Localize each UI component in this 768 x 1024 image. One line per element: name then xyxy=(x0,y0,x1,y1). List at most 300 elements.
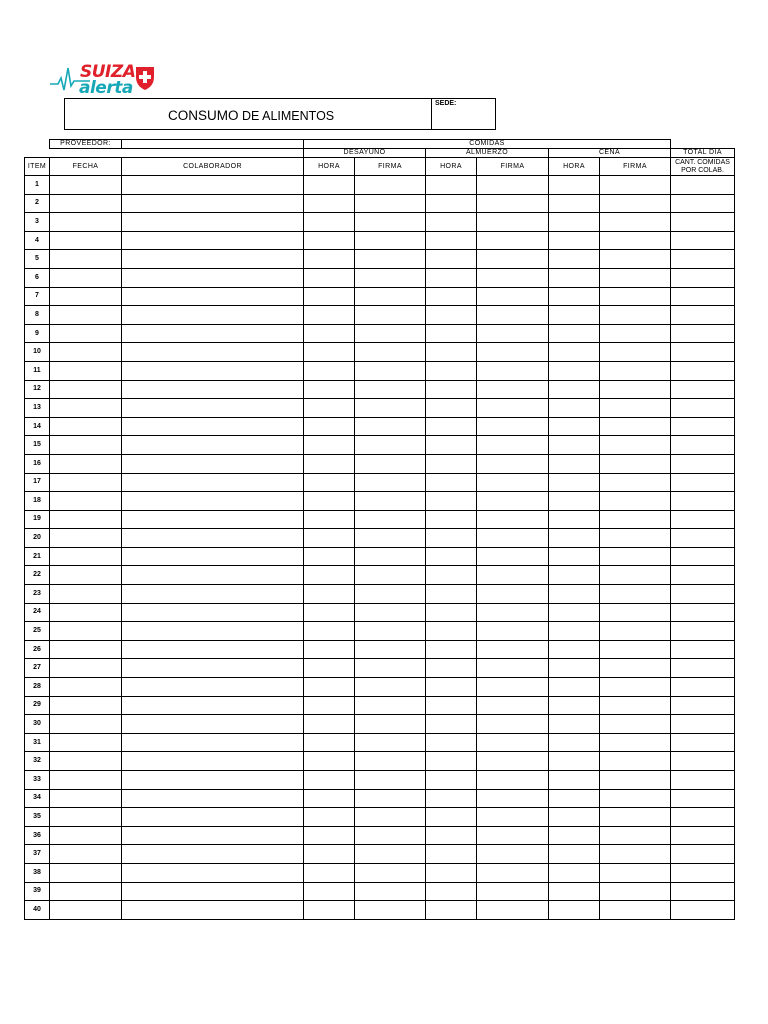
cell-cant-comidas[interactable] xyxy=(671,213,735,232)
cell-cena-hora[interactable] xyxy=(549,231,600,250)
cell-almuerzo-hora[interactable] xyxy=(426,585,477,604)
cell-desayuno-firma[interactable] xyxy=(355,771,426,790)
cell-cena-hora[interactable] xyxy=(549,454,600,473)
cell-fecha[interactable] xyxy=(50,361,122,380)
cell-desayuno-hora[interactable] xyxy=(304,492,355,511)
cell-desayuno-hora[interactable] xyxy=(304,603,355,622)
cell-cant-comidas[interactable] xyxy=(671,510,735,529)
cell-cant-comidas[interactable] xyxy=(671,361,735,380)
cell-colaborador[interactable] xyxy=(122,473,304,492)
cell-desayuno-firma[interactable] xyxy=(355,287,426,306)
cell-cena-firma[interactable] xyxy=(600,882,671,901)
cell-cena-hora[interactable] xyxy=(549,789,600,808)
cell-desayuno-firma[interactable] xyxy=(355,863,426,882)
cell-fecha[interactable] xyxy=(50,789,122,808)
cell-cena-firma[interactable] xyxy=(600,696,671,715)
cell-cant-comidas[interactable] xyxy=(671,715,735,734)
cell-cant-comidas[interactable] xyxy=(671,640,735,659)
cell-cena-firma[interactable] xyxy=(600,268,671,287)
cell-colaborador[interactable] xyxy=(122,901,304,920)
cell-fecha[interactable] xyxy=(50,640,122,659)
cell-almuerzo-firma[interactable] xyxy=(477,659,549,678)
cell-almuerzo-firma[interactable] xyxy=(477,213,549,232)
cell-desayuno-hora[interactable] xyxy=(304,715,355,734)
cell-colaborador[interactable] xyxy=(122,771,304,790)
cell-cant-comidas[interactable] xyxy=(671,696,735,715)
cell-cant-comidas[interactable] xyxy=(671,473,735,492)
cell-cena-hora[interactable] xyxy=(549,343,600,362)
cell-desayuno-firma[interactable] xyxy=(355,380,426,399)
cell-cena-hora[interactable] xyxy=(549,213,600,232)
cell-desayuno-firma[interactable] xyxy=(355,808,426,827)
cell-almuerzo-hora[interactable] xyxy=(426,863,477,882)
cell-colaborador[interactable] xyxy=(122,268,304,287)
cell-almuerzo-firma[interactable] xyxy=(477,529,549,548)
cell-colaborador[interactable] xyxy=(122,492,304,511)
cell-almuerzo-firma[interactable] xyxy=(477,343,549,362)
cell-almuerzo-hora[interactable] xyxy=(426,231,477,250)
cell-cena-firma[interactable] xyxy=(600,287,671,306)
cell-almuerzo-hora[interactable] xyxy=(426,306,477,325)
cell-cena-hora[interactable] xyxy=(549,696,600,715)
cell-desayuno-firma[interactable] xyxy=(355,529,426,548)
cell-colaborador[interactable] xyxy=(122,659,304,678)
cell-desayuno-firma[interactable] xyxy=(355,603,426,622)
cell-almuerzo-hora[interactable] xyxy=(426,622,477,641)
cell-cena-hora[interactable] xyxy=(549,771,600,790)
cell-almuerzo-firma[interactable] xyxy=(477,268,549,287)
cell-almuerzo-hora[interactable] xyxy=(426,566,477,585)
cell-almuerzo-firma[interactable] xyxy=(477,901,549,920)
cell-cant-comidas[interactable] xyxy=(671,492,735,511)
cell-cena-hora[interactable] xyxy=(549,473,600,492)
cell-cena-firma[interactable] xyxy=(600,324,671,343)
cell-desayuno-hora[interactable] xyxy=(304,826,355,845)
cell-desayuno-hora[interactable] xyxy=(304,510,355,529)
cell-almuerzo-firma[interactable] xyxy=(477,585,549,604)
cell-colaborador[interactable] xyxy=(122,733,304,752)
cell-almuerzo-hora[interactable] xyxy=(426,789,477,808)
cell-fecha[interactable] xyxy=(50,566,122,585)
cell-colaborador[interactable] xyxy=(122,603,304,622)
cell-desayuno-firma[interactable] xyxy=(355,678,426,697)
cell-desayuno-firma[interactable] xyxy=(355,231,426,250)
cell-cena-hora[interactable] xyxy=(549,194,600,213)
cell-desayuno-hora[interactable] xyxy=(304,678,355,697)
cell-almuerzo-hora[interactable] xyxy=(426,547,477,566)
cell-cant-comidas[interactable] xyxy=(671,733,735,752)
cell-almuerzo-firma[interactable] xyxy=(477,715,549,734)
cell-almuerzo-hora[interactable] xyxy=(426,213,477,232)
cell-desayuno-hora[interactable] xyxy=(304,473,355,492)
cell-fecha[interactable] xyxy=(50,231,122,250)
cell-almuerzo-hora[interactable] xyxy=(426,603,477,622)
cell-almuerzo-firma[interactable] xyxy=(477,789,549,808)
cell-desayuno-firma[interactable] xyxy=(355,733,426,752)
cell-cena-firma[interactable] xyxy=(600,715,671,734)
cell-cena-hora[interactable] xyxy=(549,399,600,418)
cell-desayuno-firma[interactable] xyxy=(355,361,426,380)
cell-almuerzo-firma[interactable] xyxy=(477,417,549,436)
cell-cant-comidas[interactable] xyxy=(671,343,735,362)
cell-fecha[interactable] xyxy=(50,882,122,901)
cell-colaborador[interactable] xyxy=(122,696,304,715)
cell-cena-firma[interactable] xyxy=(600,659,671,678)
cell-fecha[interactable] xyxy=(50,771,122,790)
cell-cena-firma[interactable] xyxy=(600,845,671,864)
cell-cant-comidas[interactable] xyxy=(671,566,735,585)
cell-desayuno-firma[interactable] xyxy=(355,882,426,901)
cell-cant-comidas[interactable] xyxy=(671,194,735,213)
cell-desayuno-hora[interactable] xyxy=(304,882,355,901)
cell-desayuno-hora[interactable] xyxy=(304,287,355,306)
cell-fecha[interactable] xyxy=(50,845,122,864)
cell-colaborador[interactable] xyxy=(122,789,304,808)
cell-cena-firma[interactable] xyxy=(600,231,671,250)
cell-desayuno-hora[interactable] xyxy=(304,417,355,436)
cell-almuerzo-firma[interactable] xyxy=(477,640,549,659)
cell-colaborador[interactable] xyxy=(122,863,304,882)
cell-cant-comidas[interactable] xyxy=(671,826,735,845)
cell-colaborador[interactable] xyxy=(122,380,304,399)
cell-fecha[interactable] xyxy=(50,547,122,566)
cell-cena-firma[interactable] xyxy=(600,454,671,473)
cell-cant-comidas[interactable] xyxy=(671,882,735,901)
cell-desayuno-firma[interactable] xyxy=(355,640,426,659)
cell-almuerzo-hora[interactable] xyxy=(426,454,477,473)
cell-cena-hora[interactable] xyxy=(549,715,600,734)
cell-almuerzo-hora[interactable] xyxy=(426,399,477,418)
cell-cena-hora[interactable] xyxy=(549,808,600,827)
cell-cena-hora[interactable] xyxy=(549,306,600,325)
cell-desayuno-firma[interactable] xyxy=(355,436,426,455)
cell-fecha[interactable] xyxy=(50,622,122,641)
cell-fecha[interactable] xyxy=(50,826,122,845)
cell-cant-comidas[interactable] xyxy=(671,603,735,622)
cell-cant-comidas[interactable] xyxy=(671,231,735,250)
cell-colaborador[interactable] xyxy=(122,454,304,473)
cell-desayuno-firma[interactable] xyxy=(355,789,426,808)
cell-colaborador[interactable] xyxy=(122,324,304,343)
cell-cant-comidas[interactable] xyxy=(671,436,735,455)
cell-desayuno-hora[interactable] xyxy=(304,361,355,380)
cell-desayuno-hora[interactable] xyxy=(304,845,355,864)
cell-desayuno-firma[interactable] xyxy=(355,547,426,566)
cell-cena-firma[interactable] xyxy=(600,640,671,659)
cell-almuerzo-firma[interactable] xyxy=(477,510,549,529)
cell-almuerzo-firma[interactable] xyxy=(477,454,549,473)
cell-desayuno-hora[interactable] xyxy=(304,194,355,213)
cell-fecha[interactable] xyxy=(50,752,122,771)
cell-fecha[interactable] xyxy=(50,603,122,622)
cell-almuerzo-hora[interactable] xyxy=(426,752,477,771)
cell-almuerzo-firma[interactable] xyxy=(477,287,549,306)
cell-cant-comidas[interactable] xyxy=(671,380,735,399)
cell-fecha[interactable] xyxy=(50,808,122,827)
cell-cena-hora[interactable] xyxy=(549,863,600,882)
cell-fecha[interactable] xyxy=(50,696,122,715)
cell-colaborador[interactable] xyxy=(122,287,304,306)
cell-almuerzo-hora[interactable] xyxy=(426,826,477,845)
cell-cena-hora[interactable] xyxy=(549,287,600,306)
cell-desayuno-firma[interactable] xyxy=(355,176,426,195)
cell-cena-hora[interactable] xyxy=(549,176,600,195)
cell-cant-comidas[interactable] xyxy=(671,845,735,864)
cell-cena-firma[interactable] xyxy=(600,492,671,511)
cell-cena-firma[interactable] xyxy=(600,194,671,213)
cell-almuerzo-firma[interactable] xyxy=(477,324,549,343)
cell-cena-firma[interactable] xyxy=(600,678,671,697)
cell-fecha[interactable] xyxy=(50,436,122,455)
cell-colaborador[interactable] xyxy=(122,752,304,771)
cell-fecha[interactable] xyxy=(50,733,122,752)
cell-cena-hora[interactable] xyxy=(549,678,600,697)
cell-desayuno-firma[interactable] xyxy=(355,417,426,436)
cell-cena-firma[interactable] xyxy=(600,436,671,455)
cell-almuerzo-firma[interactable] xyxy=(477,808,549,827)
cell-almuerzo-firma[interactable] xyxy=(477,176,549,195)
cell-desayuno-firma[interactable] xyxy=(355,268,426,287)
cell-desayuno-firma[interactable] xyxy=(355,752,426,771)
cell-fecha[interactable] xyxy=(50,585,122,604)
cell-cena-hora[interactable] xyxy=(549,361,600,380)
cell-colaborador[interactable] xyxy=(122,510,304,529)
cell-cena-hora[interactable] xyxy=(549,901,600,920)
cell-almuerzo-hora[interactable] xyxy=(426,510,477,529)
cell-almuerzo-firma[interactable] xyxy=(477,863,549,882)
cell-almuerzo-hora[interactable] xyxy=(426,696,477,715)
cell-cena-hora[interactable] xyxy=(549,380,600,399)
cell-cena-hora[interactable] xyxy=(549,640,600,659)
cell-desayuno-firma[interactable] xyxy=(355,250,426,269)
cell-colaborador[interactable] xyxy=(122,250,304,269)
cell-desayuno-hora[interactable] xyxy=(304,306,355,325)
cell-desayuno-hora[interactable] xyxy=(304,231,355,250)
cell-colaborador[interactable] xyxy=(122,808,304,827)
cell-cena-hora[interactable] xyxy=(549,436,600,455)
cell-almuerzo-firma[interactable] xyxy=(477,380,549,399)
cell-almuerzo-firma[interactable] xyxy=(477,231,549,250)
cell-desayuno-firma[interactable] xyxy=(355,213,426,232)
cell-cena-firma[interactable] xyxy=(600,343,671,362)
cell-almuerzo-hora[interactable] xyxy=(426,659,477,678)
cell-almuerzo-hora[interactable] xyxy=(426,845,477,864)
cell-cena-hora[interactable] xyxy=(549,510,600,529)
cell-almuerzo-hora[interactable] xyxy=(426,361,477,380)
cell-desayuno-hora[interactable] xyxy=(304,733,355,752)
cell-fecha[interactable] xyxy=(50,473,122,492)
cell-desayuno-hora[interactable] xyxy=(304,343,355,362)
cell-colaborador[interactable] xyxy=(122,715,304,734)
cell-almuerzo-firma[interactable] xyxy=(477,678,549,697)
cell-desayuno-hora[interactable] xyxy=(304,566,355,585)
cell-desayuno-firma[interactable] xyxy=(355,826,426,845)
cell-fecha[interactable] xyxy=(50,306,122,325)
cell-cant-comidas[interactable] xyxy=(671,901,735,920)
cell-almuerzo-firma[interactable] xyxy=(477,733,549,752)
cell-desayuno-hora[interactable] xyxy=(304,324,355,343)
cell-cant-comidas[interactable] xyxy=(671,176,735,195)
cell-cant-comidas[interactable] xyxy=(671,547,735,566)
cell-desayuno-hora[interactable] xyxy=(304,380,355,399)
cell-cant-comidas[interactable] xyxy=(671,324,735,343)
cell-cena-firma[interactable] xyxy=(600,566,671,585)
cell-cant-comidas[interactable] xyxy=(671,306,735,325)
cell-desayuno-hora[interactable] xyxy=(304,771,355,790)
cell-cant-comidas[interactable] xyxy=(671,585,735,604)
cell-cena-firma[interactable] xyxy=(600,603,671,622)
cell-almuerzo-hora[interactable] xyxy=(426,287,477,306)
cell-cant-comidas[interactable] xyxy=(671,454,735,473)
cell-fecha[interactable] xyxy=(50,250,122,269)
cell-cena-hora[interactable] xyxy=(549,622,600,641)
cell-cant-comidas[interactable] xyxy=(671,863,735,882)
cell-cant-comidas[interactable] xyxy=(671,771,735,790)
cell-cena-hora[interactable] xyxy=(549,752,600,771)
cell-cena-hora[interactable] xyxy=(549,845,600,864)
cell-cena-firma[interactable] xyxy=(600,380,671,399)
cell-almuerzo-firma[interactable] xyxy=(477,566,549,585)
cell-desayuno-firma[interactable] xyxy=(355,845,426,864)
cell-cant-comidas[interactable] xyxy=(671,417,735,436)
cell-cena-firma[interactable] xyxy=(600,901,671,920)
cell-almuerzo-firma[interactable] xyxy=(477,826,549,845)
cell-almuerzo-hora[interactable] xyxy=(426,324,477,343)
cell-desayuno-hora[interactable] xyxy=(304,659,355,678)
cell-desayuno-firma[interactable] xyxy=(355,473,426,492)
cell-cena-firma[interactable] xyxy=(600,733,671,752)
cell-desayuno-hora[interactable] xyxy=(304,250,355,269)
cell-desayuno-hora[interactable] xyxy=(304,268,355,287)
cell-cena-firma[interactable] xyxy=(600,176,671,195)
cell-cant-comidas[interactable] xyxy=(671,287,735,306)
cell-desayuno-firma[interactable] xyxy=(355,454,426,473)
cell-desayuno-hora[interactable] xyxy=(304,640,355,659)
cell-fecha[interactable] xyxy=(50,287,122,306)
cell-fecha[interactable] xyxy=(50,715,122,734)
cell-colaborador[interactable] xyxy=(122,547,304,566)
cell-almuerzo-hora[interactable] xyxy=(426,492,477,511)
cell-cena-hora[interactable] xyxy=(549,250,600,269)
cell-desayuno-hora[interactable] xyxy=(304,547,355,566)
cell-cant-comidas[interactable] xyxy=(671,789,735,808)
cell-desayuno-hora[interactable] xyxy=(304,863,355,882)
cell-cena-hora[interactable] xyxy=(549,492,600,511)
cell-colaborador[interactable] xyxy=(122,306,304,325)
cell-cant-comidas[interactable] xyxy=(671,529,735,548)
cell-cena-firma[interactable] xyxy=(600,547,671,566)
cell-desayuno-hora[interactable] xyxy=(304,622,355,641)
cell-fecha[interactable] xyxy=(50,659,122,678)
cell-cena-hora[interactable] xyxy=(549,324,600,343)
cell-almuerzo-hora[interactable] xyxy=(426,380,477,399)
cell-almuerzo-hora[interactable] xyxy=(426,473,477,492)
cell-desayuno-firma[interactable] xyxy=(355,510,426,529)
cell-cena-firma[interactable] xyxy=(600,250,671,269)
cell-cant-comidas[interactable] xyxy=(671,399,735,418)
cell-almuerzo-hora[interactable] xyxy=(426,715,477,734)
cell-cant-comidas[interactable] xyxy=(671,752,735,771)
cell-almuerzo-hora[interactable] xyxy=(426,808,477,827)
cell-almuerzo-firma[interactable] xyxy=(477,547,549,566)
cell-almuerzo-hora[interactable] xyxy=(426,417,477,436)
cell-cena-firma[interactable] xyxy=(600,361,671,380)
cell-almuerzo-firma[interactable] xyxy=(477,361,549,380)
cell-almuerzo-firma[interactable] xyxy=(477,473,549,492)
cell-cena-hora[interactable] xyxy=(549,417,600,436)
cell-fecha[interactable] xyxy=(50,678,122,697)
cell-cena-hora[interactable] xyxy=(549,585,600,604)
proveedor-field[interactable] xyxy=(122,140,304,149)
cell-almuerzo-hora[interactable] xyxy=(426,268,477,287)
cell-fecha[interactable] xyxy=(50,863,122,882)
cell-fecha[interactable] xyxy=(50,417,122,436)
cell-almuerzo-hora[interactable] xyxy=(426,343,477,362)
cell-cena-firma[interactable] xyxy=(600,417,671,436)
cell-desayuno-hora[interactable] xyxy=(304,454,355,473)
cell-fecha[interactable] xyxy=(50,529,122,548)
cell-cena-firma[interactable] xyxy=(600,399,671,418)
cell-desayuno-firma[interactable] xyxy=(355,622,426,641)
cell-desayuno-hora[interactable] xyxy=(304,752,355,771)
cell-fecha[interactable] xyxy=(50,213,122,232)
cell-cena-firma[interactable] xyxy=(600,585,671,604)
cell-colaborador[interactable] xyxy=(122,529,304,548)
cell-fecha[interactable] xyxy=(50,268,122,287)
cell-fecha[interactable] xyxy=(50,380,122,399)
cell-desayuno-firma[interactable] xyxy=(355,399,426,418)
cell-colaborador[interactable] xyxy=(122,845,304,864)
cell-colaborador[interactable] xyxy=(122,361,304,380)
cell-cena-firma[interactable] xyxy=(600,771,671,790)
cell-almuerzo-hora[interactable] xyxy=(426,771,477,790)
cell-desayuno-firma[interactable] xyxy=(355,194,426,213)
cell-cena-firma[interactable] xyxy=(600,213,671,232)
cell-desayuno-hora[interactable] xyxy=(304,901,355,920)
cell-almuerzo-hora[interactable] xyxy=(426,529,477,548)
cell-almuerzo-hora[interactable] xyxy=(426,250,477,269)
cell-almuerzo-hora[interactable] xyxy=(426,678,477,697)
cell-fecha[interactable] xyxy=(50,901,122,920)
cell-almuerzo-firma[interactable] xyxy=(477,752,549,771)
cell-cena-hora[interactable] xyxy=(549,882,600,901)
cell-desayuno-firma[interactable] xyxy=(355,585,426,604)
cell-colaborador[interactable] xyxy=(122,436,304,455)
cell-cant-comidas[interactable] xyxy=(671,678,735,697)
cell-almuerzo-firma[interactable] xyxy=(477,622,549,641)
cell-cant-comidas[interactable] xyxy=(671,659,735,678)
cell-almuerzo-firma[interactable] xyxy=(477,436,549,455)
cell-almuerzo-firma[interactable] xyxy=(477,306,549,325)
cell-almuerzo-hora[interactable] xyxy=(426,176,477,195)
cell-desayuno-firma[interactable] xyxy=(355,696,426,715)
cell-cena-firma[interactable] xyxy=(600,826,671,845)
cell-cena-firma[interactable] xyxy=(600,622,671,641)
cell-cant-comidas[interactable] xyxy=(671,622,735,641)
cell-desayuno-hora[interactable] xyxy=(304,529,355,548)
cell-desayuno-hora[interactable] xyxy=(304,399,355,418)
cell-colaborador[interactable] xyxy=(122,826,304,845)
cell-almuerzo-hora[interactable] xyxy=(426,640,477,659)
cell-colaborador[interactable] xyxy=(122,882,304,901)
cell-desayuno-hora[interactable] xyxy=(304,213,355,232)
cell-colaborador[interactable] xyxy=(122,176,304,195)
cell-almuerzo-firma[interactable] xyxy=(477,696,549,715)
cell-colaborador[interactable] xyxy=(122,622,304,641)
cell-colaborador[interactable] xyxy=(122,585,304,604)
cell-colaborador[interactable] xyxy=(122,678,304,697)
cell-almuerzo-firma[interactable] xyxy=(477,250,549,269)
